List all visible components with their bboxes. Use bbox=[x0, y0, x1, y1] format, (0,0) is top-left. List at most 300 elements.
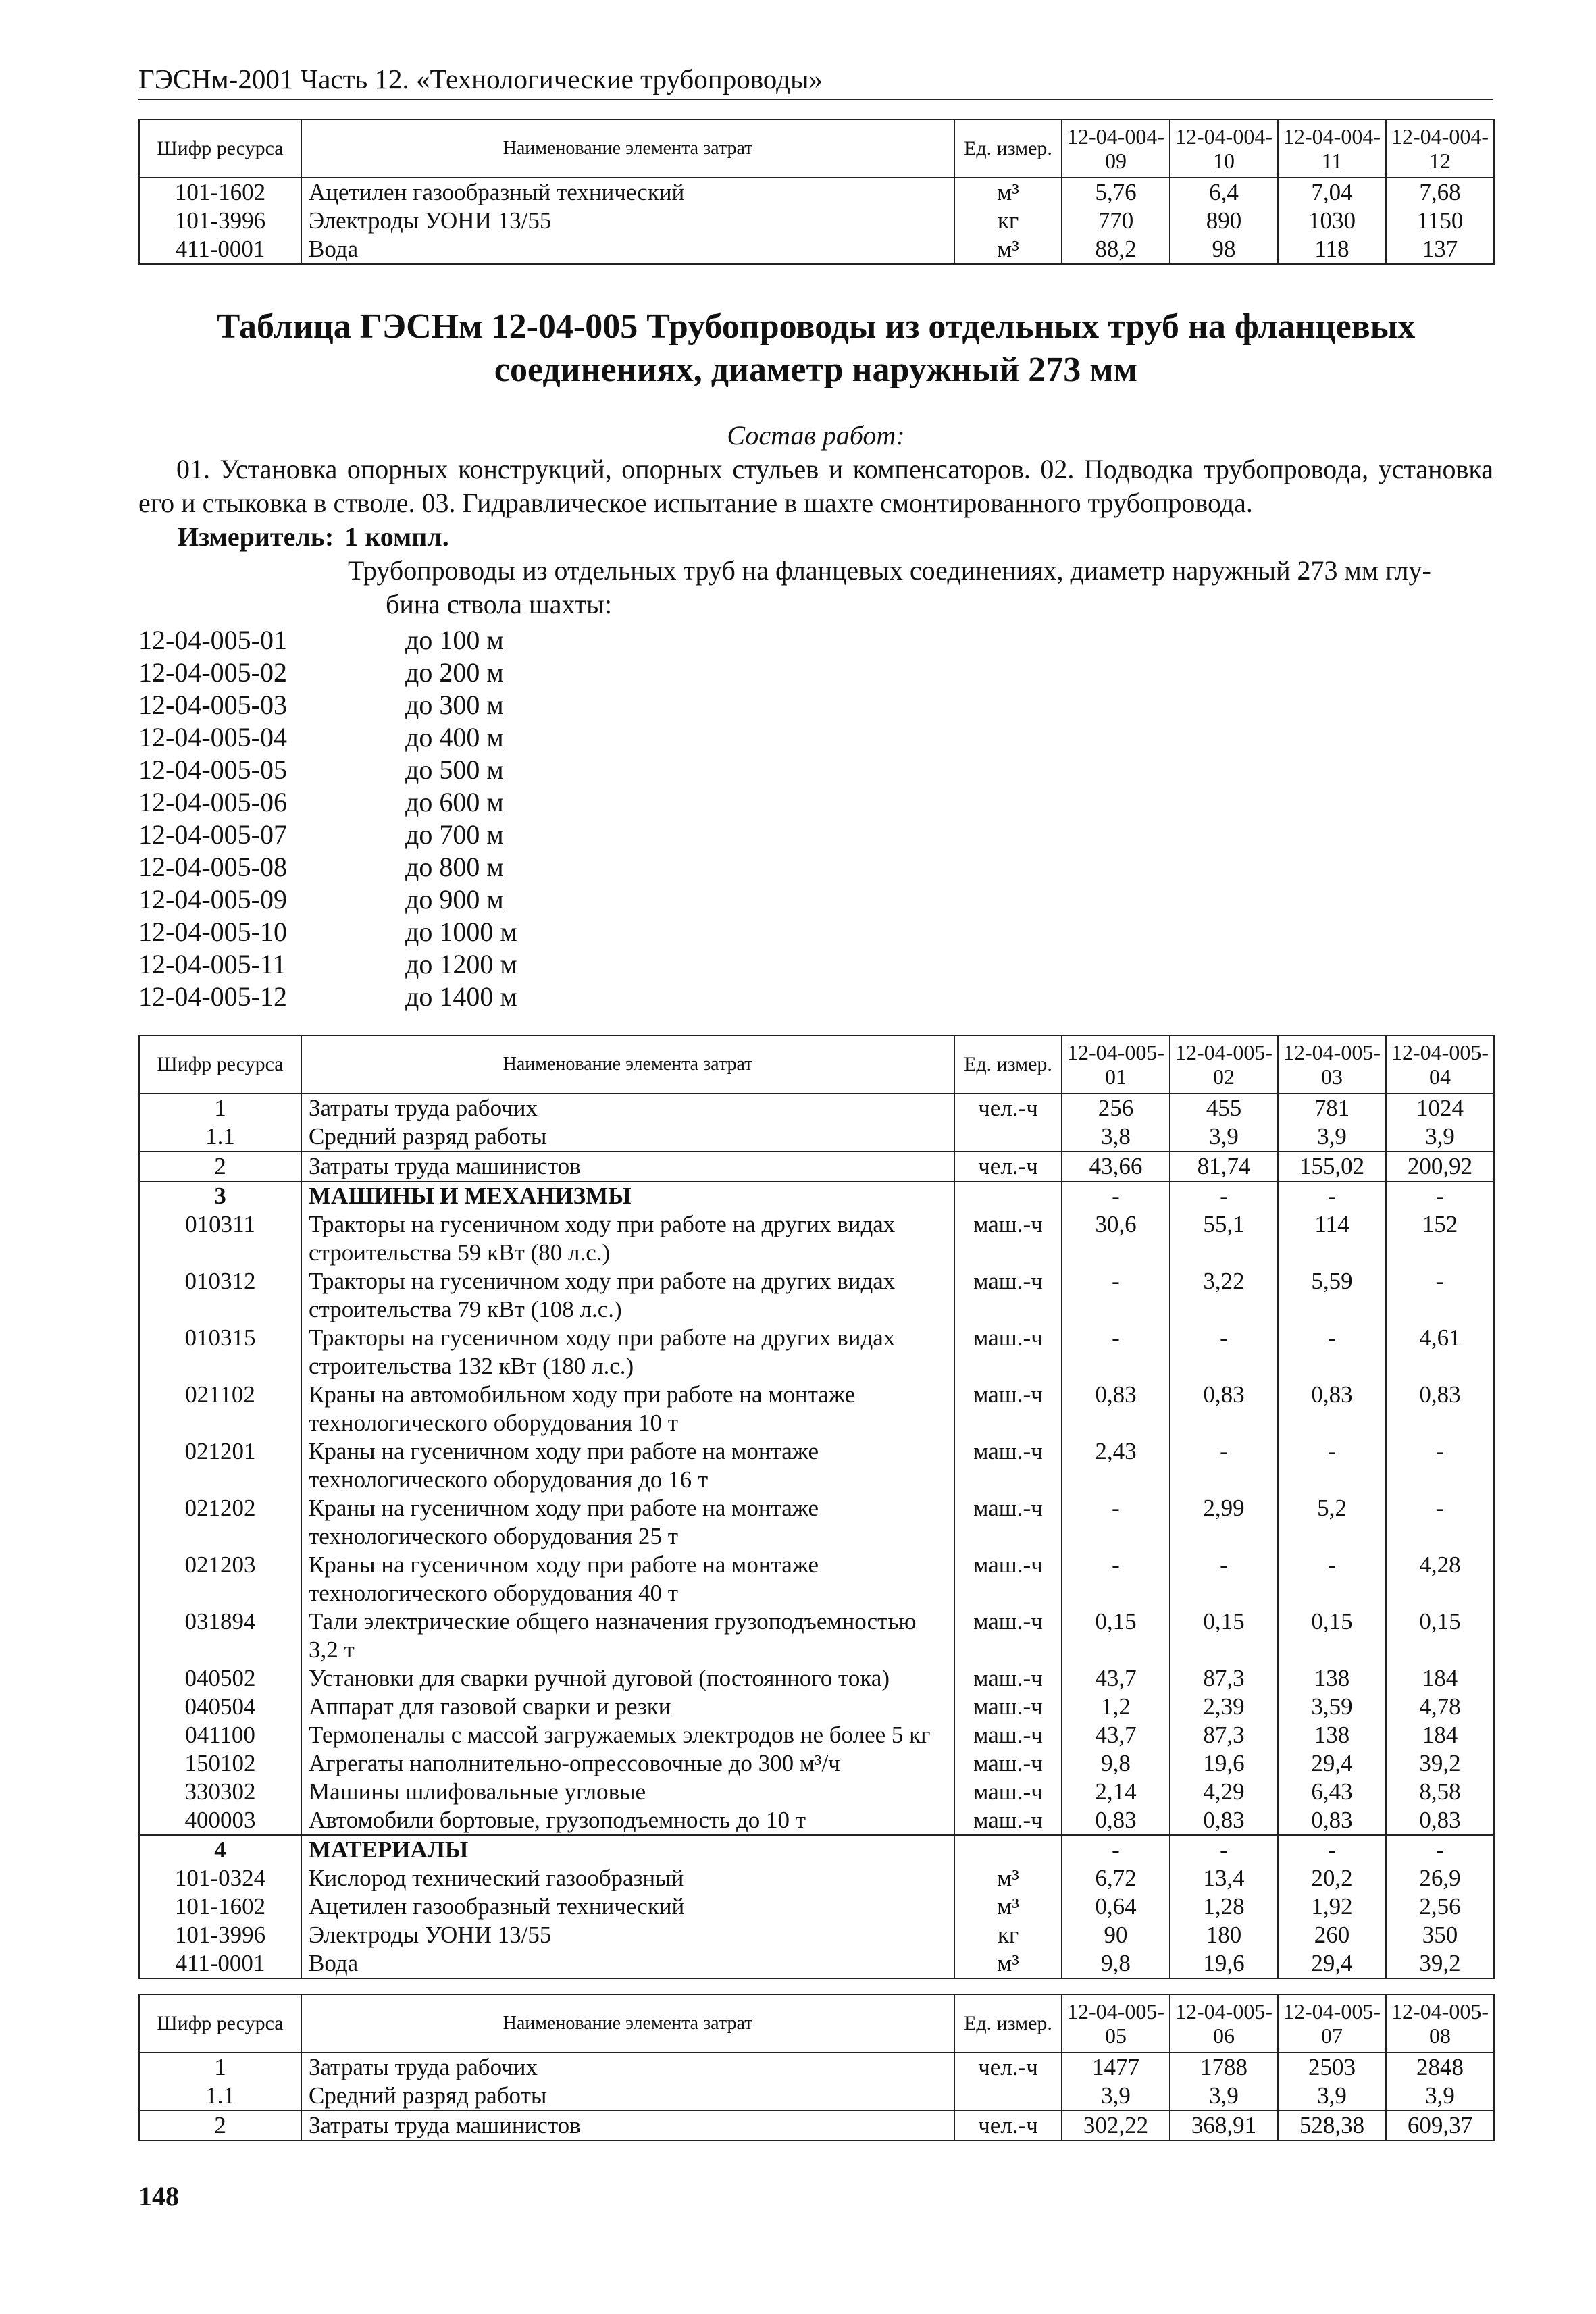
table-row bbox=[139, 1693, 1494, 1721]
table-row bbox=[139, 1778, 1494, 1806]
resource-value: 1150 bbox=[1386, 207, 1494, 235]
resource-value: - bbox=[1062, 1324, 1170, 1381]
header-name: Наименование элемента затрат bbox=[301, 1995, 954, 2053]
resource-name: МАТЕРИАЛЫ bbox=[301, 1835, 954, 1864]
resource-name: Агрегаты наполнительно-опрессовочные до 300 м³/ч bbox=[301, 1749, 954, 1778]
header-column-code: 12-04-005-04 bbox=[1386, 1035, 1494, 1094]
composition-heading: Состав работ: bbox=[727, 420, 905, 451]
resource-value: 1477 bbox=[1062, 2053, 1170, 2082]
resource-code: 411-0001 bbox=[139, 235, 301, 264]
item-depth: до 200 м bbox=[405, 657, 504, 688]
item-code: 12-04-005-12 bbox=[138, 981, 287, 1012]
resource-value: 4,29 bbox=[1170, 1778, 1278, 1806]
resource-unit: м³ bbox=[954, 1864, 1062, 1893]
resource-value: 2,43 bbox=[1062, 1437, 1170, 1494]
resource-value: - bbox=[1062, 1181, 1170, 1210]
resource-value: 26,9 bbox=[1386, 1864, 1494, 1893]
resource-value: 155,02 bbox=[1278, 1152, 1386, 1181]
list-item bbox=[138, 916, 1493, 948]
list-item bbox=[138, 657, 1493, 689]
table-row bbox=[139, 1494, 1494, 1551]
resource-value: 0,83 bbox=[1386, 1806, 1494, 1835]
table-row bbox=[139, 1721, 1494, 1749]
resource-unit: кг bbox=[954, 1921, 1062, 1949]
resource-value: 1,28 bbox=[1170, 1893, 1278, 1921]
resource-name: Вода bbox=[301, 235, 954, 264]
resource-name: Средний разряд работы bbox=[301, 1123, 954, 1152]
resource-value: 0,83 bbox=[1386, 1381, 1494, 1437]
resource-value: 184 bbox=[1386, 1664, 1494, 1693]
list-item bbox=[138, 786, 1493, 819]
resource-name: Аппарат для газовой сварки и резки bbox=[301, 1693, 954, 1721]
resource-value: - bbox=[1278, 1835, 1386, 1864]
table-row bbox=[139, 1324, 1494, 1381]
resource-value: 2,99 bbox=[1170, 1494, 1278, 1551]
resource-value: 114 bbox=[1278, 1210, 1386, 1267]
resource-name: Тракторы на гусеничном ходу при работе на других видах строительства 132 кВт (180 л.с.) bbox=[301, 1324, 954, 1381]
resource-unit: чел.-ч bbox=[954, 2111, 1062, 2140]
running-head: ГЭСНм-2001 Часть 12. «Технологические трубопроводы» bbox=[138, 62, 1493, 100]
resource-code: 040502 bbox=[139, 1664, 301, 1693]
table-row bbox=[139, 1664, 1494, 1693]
resource-value: 30,6 bbox=[1062, 1210, 1170, 1267]
resource-value: 0,83 bbox=[1062, 1381, 1170, 1437]
resource-code: 330302 bbox=[139, 1778, 301, 1806]
resource-code: 101-3996 bbox=[139, 207, 301, 235]
composition-text: 01. Установка опорных конструкций, опорных стульев и компенсаторов. 02. Подводка трубопровода, установка его и стыковка в стволе. 03. Гидравлическое испытание в шахте смонтированного трубопровода. bbox=[138, 454, 1493, 518]
table-row bbox=[139, 1267, 1494, 1324]
resource-value: - bbox=[1062, 1551, 1170, 1608]
resource-value: 0,15 bbox=[1062, 1608, 1170, 1664]
resource-code: 4 bbox=[139, 1835, 301, 1864]
table-row bbox=[139, 1864, 1494, 1893]
resource-unit: чел.-ч bbox=[954, 1152, 1062, 1181]
header-name: Наименование элемента затрат bbox=[301, 1035, 954, 1094]
resource-value: 1788 bbox=[1170, 2053, 1278, 2082]
resource-value: - bbox=[1278, 1551, 1386, 1608]
resource-value: - bbox=[1062, 1494, 1170, 1551]
resource-name: Краны на гусеничном ходу при работе на монтаже технологического оборудования 40 т bbox=[301, 1551, 954, 1608]
list-item bbox=[138, 689, 1493, 721]
resource-value: 8,58 bbox=[1386, 1778, 1494, 1806]
resource-value: 3,59 bbox=[1278, 1693, 1386, 1721]
document-page bbox=[138, 62, 1493, 2141]
resource-value: 3,9 bbox=[1062, 2082, 1170, 2111]
resource-name: Электроды УОНИ 13/55 bbox=[301, 1921, 954, 1949]
resource-value: 137 bbox=[1386, 235, 1494, 264]
table-row bbox=[139, 178, 1494, 207]
header-code: Шифр ресурса bbox=[139, 1035, 301, 1094]
header-column-code: 12-04-005-01 bbox=[1062, 1035, 1170, 1094]
item-depth: до 500 м bbox=[405, 754, 504, 785]
resource-value: 6,4 bbox=[1170, 178, 1278, 207]
intro-line-2: бина ствола шахты: bbox=[386, 589, 612, 619]
item-depth: до 400 м bbox=[405, 722, 504, 752]
resource-value: 368,91 bbox=[1170, 2111, 1278, 2140]
resource-value: 9,8 bbox=[1062, 1949, 1170, 1978]
resource-value: 98 bbox=[1170, 235, 1278, 264]
resource-value: 4,28 bbox=[1386, 1551, 1494, 1608]
resource-value: 0,83 bbox=[1278, 1806, 1386, 1835]
resource-value: 152 bbox=[1386, 1210, 1494, 1267]
resource-code: 021203 bbox=[139, 1551, 301, 1608]
resource-name: Вода bbox=[301, 1949, 954, 1978]
resource-value: 9,8 bbox=[1062, 1749, 1170, 1778]
resource-value: 256 bbox=[1062, 1094, 1170, 1123]
list-item bbox=[138, 883, 1493, 916]
resource-value: 2503 bbox=[1278, 2053, 1386, 2082]
resource-value: - bbox=[1170, 1181, 1278, 1210]
table-row bbox=[139, 1123, 1494, 1152]
resource-value: - bbox=[1062, 1835, 1170, 1864]
resource-value: 4,61 bbox=[1386, 1324, 1494, 1381]
resource-value: 2,39 bbox=[1170, 1693, 1278, 1721]
resource-value: 39,2 bbox=[1386, 1949, 1494, 1978]
resource-name: Краны на гусеничном ходу при работе на монтаже технологического оборудования до 16 т bbox=[301, 1437, 954, 1494]
resource-unit bbox=[954, 1181, 1062, 1210]
resource-value: 1,92 bbox=[1278, 1893, 1386, 1921]
resource-value: 13,4 bbox=[1170, 1864, 1278, 1893]
item-depth: до 900 м bbox=[405, 884, 504, 915]
table-row bbox=[139, 207, 1494, 235]
resource-value: 1030 bbox=[1278, 207, 1386, 235]
measure-unit bbox=[138, 520, 1493, 554]
resource-code: 010312 bbox=[139, 1267, 301, 1324]
resource-code: 040504 bbox=[139, 1693, 301, 1721]
resource-unit bbox=[954, 2082, 1062, 2111]
resource-name: Средний разряд работы bbox=[301, 2082, 954, 2111]
resource-value: 118 bbox=[1278, 235, 1386, 264]
table-row bbox=[139, 1551, 1494, 1608]
table-row bbox=[139, 1921, 1494, 1949]
resource-value: 0,15 bbox=[1170, 1608, 1278, 1664]
resource-unit: м³ bbox=[954, 235, 1062, 264]
resource-value: 3,9 bbox=[1278, 2082, 1386, 2111]
item-code: 12-04-005-10 bbox=[138, 917, 287, 947]
resource-value: 19,6 bbox=[1170, 1949, 1278, 1978]
page-number: 148 bbox=[138, 2181, 179, 2211]
resource-value: 55,1 bbox=[1170, 1210, 1278, 1267]
item-code: 12-04-005-08 bbox=[138, 852, 287, 882]
resource-name: Затраты труда рабочих bbox=[301, 1094, 954, 1123]
intro-line-1: Трубопроводы из отдельных труб на фланцевых соединениях, диаметр наружный 273 мм глу- bbox=[348, 555, 1431, 586]
resource-value: 0,83 bbox=[1170, 1381, 1278, 1437]
work-composition bbox=[138, 419, 1493, 520]
item-code: 12-04-005-01 bbox=[138, 625, 287, 655]
resource-code: 2 bbox=[139, 1152, 301, 1181]
item-depth: до 100 м bbox=[405, 625, 504, 655]
header-column-code: 12-04-005-02 bbox=[1170, 1035, 1278, 1094]
resource-unit: чел.-ч bbox=[954, 1094, 1062, 1123]
item-code: 12-04-005-11 bbox=[138, 949, 286, 979]
resource-code: 010315 bbox=[139, 1324, 301, 1381]
header-column-code: 12-04-005-03 bbox=[1278, 1035, 1386, 1094]
item-code: 12-04-005-02 bbox=[138, 657, 287, 688]
resource-unit: м³ bbox=[954, 1893, 1062, 1921]
item-depth: до 600 м bbox=[405, 787, 504, 817]
resource-value: 87,3 bbox=[1170, 1664, 1278, 1693]
header-code: Шифр ресурса bbox=[139, 120, 301, 178]
header-column-code: 12-04-005-08 bbox=[1386, 1995, 1494, 2053]
resource-value: - bbox=[1170, 1551, 1278, 1608]
resource-value: 43,7 bbox=[1062, 1664, 1170, 1693]
resource-value: 4,78 bbox=[1386, 1693, 1494, 1721]
resource-value: 3,8 bbox=[1062, 1123, 1170, 1152]
resource-unit: маш.-ч bbox=[954, 1494, 1062, 1551]
resource-code: 041100 bbox=[139, 1721, 301, 1749]
resource-value: 7,04 bbox=[1278, 178, 1386, 207]
resource-value: - bbox=[1170, 1437, 1278, 1494]
resource-value: 3,22 bbox=[1170, 1267, 1278, 1324]
table-row bbox=[139, 2053, 1494, 2082]
resource-value: 0,64 bbox=[1062, 1893, 1170, 1921]
resource-value: 29,4 bbox=[1278, 1749, 1386, 1778]
resource-value: 138 bbox=[1278, 1664, 1386, 1693]
item-code: 12-04-005-05 bbox=[138, 754, 287, 785]
header-name: Наименование элемента затрат bbox=[301, 120, 954, 178]
list-item bbox=[138, 819, 1493, 851]
resource-value: 5,2 bbox=[1278, 1494, 1386, 1551]
table-header-row bbox=[139, 1035, 1494, 1094]
resource-value: 350 bbox=[1386, 1921, 1494, 1949]
resource-value: 6,43 bbox=[1278, 1778, 1386, 1806]
resource-value: 2848 bbox=[1386, 2053, 1494, 2082]
resource-unit: маш.-ч bbox=[954, 1693, 1062, 1721]
resource-value: 138 bbox=[1278, 1721, 1386, 1749]
item-depth: до 700 м bbox=[405, 819, 504, 850]
resource-value: - bbox=[1278, 1181, 1386, 1210]
resource-name: Электроды УОНИ 13/55 bbox=[301, 207, 954, 235]
resource-value: 609,37 bbox=[1386, 2111, 1494, 2140]
resource-value: - bbox=[1386, 1494, 1494, 1551]
table-row bbox=[139, 1094, 1494, 1123]
list-item bbox=[138, 981, 1493, 1013]
resource-value: - bbox=[1386, 1181, 1494, 1210]
resource-value: - bbox=[1170, 1835, 1278, 1864]
resource-unit: маш.-ч bbox=[954, 1664, 1062, 1693]
resource-value: 302,22 bbox=[1062, 2111, 1170, 2140]
list-item bbox=[138, 851, 1493, 883]
resource-unit: маш.-ч bbox=[954, 1806, 1062, 1835]
resource-value: 87,3 bbox=[1170, 1721, 1278, 1749]
resource-value: 0,83 bbox=[1278, 1381, 1386, 1437]
list-item bbox=[138, 754, 1493, 786]
resource-name: Краны на автомобильном ходу при работе на монтаже технологического оборудования 10 т bbox=[301, 1381, 954, 1437]
item-code: 12-04-005-07 bbox=[138, 819, 287, 850]
table-row bbox=[139, 1210, 1494, 1267]
item-depth: до 300 м bbox=[405, 690, 504, 720]
resource-code: 150102 bbox=[139, 1749, 301, 1778]
resource-value: 2,14 bbox=[1062, 1778, 1170, 1806]
table-row bbox=[139, 1181, 1494, 1210]
resource-value: - bbox=[1278, 1324, 1386, 1381]
header-code: Шифр ресурса bbox=[139, 1995, 301, 2053]
resource-unit: маш.-ч bbox=[954, 1210, 1062, 1267]
resource-value: 260 bbox=[1278, 1921, 1386, 1949]
resource-value: 180 bbox=[1170, 1921, 1278, 1949]
header-unit: Ед. измер. bbox=[954, 120, 1062, 178]
resource-value: 3,9 bbox=[1386, 2082, 1494, 2111]
resource-table-main bbox=[138, 1035, 1495, 1979]
resource-name: Кислород технический газообразный bbox=[301, 1864, 954, 1893]
header-unit: Ед. измер. bbox=[954, 1035, 1062, 1094]
resource-value: 29,4 bbox=[1278, 1949, 1386, 1978]
item-depth: до 1400 м bbox=[405, 981, 517, 1012]
table-row bbox=[139, 1381, 1494, 1437]
resource-code: 021201 bbox=[139, 1437, 301, 1494]
resource-code: 101-3996 bbox=[139, 1921, 301, 1949]
header-column-code: 12-04-005-07 bbox=[1278, 1995, 1386, 2053]
resource-value: 3,9 bbox=[1170, 2082, 1278, 2111]
resource-name: Тракторы на гусеничном ходу при работе на других видах строительства 59 кВт (80 л.с.) bbox=[301, 1210, 954, 1267]
resource-value: 6,72 bbox=[1062, 1864, 1170, 1893]
resource-name: Затраты труда машинистов bbox=[301, 1152, 954, 1181]
resource-unit: маш.-ч bbox=[954, 1749, 1062, 1778]
resource-name: Тали электрические общего назначения грузоподъемностью 3,2 т bbox=[301, 1608, 954, 1664]
header-column-code: 12-04-004-10 bbox=[1170, 120, 1278, 178]
resource-name: Автомобили бортовые, грузоподъемность до 10 т bbox=[301, 1806, 954, 1835]
item-depth: до 1200 м bbox=[405, 949, 517, 979]
table-row bbox=[139, 1152, 1494, 1181]
resource-name: Установки для сварки ручной дуговой (постоянного тока) bbox=[301, 1664, 954, 1693]
table-title: Таблица ГЭСНм 12-04-005 Трубопроводы из отдельных труб на фланцевых соединениях, диаметр наружный 273 мм bbox=[216, 307, 1416, 389]
resource-code: 1 bbox=[139, 2053, 301, 2082]
resource-name: Краны на гусеничном ходу при работе на монтаже технологического оборудования 25 т bbox=[301, 1494, 954, 1551]
resource-code: 101-1602 bbox=[139, 1893, 301, 1921]
resource-value: 88,2 bbox=[1062, 235, 1170, 264]
header-column-code: 12-04-004-09 bbox=[1062, 120, 1170, 178]
table-row bbox=[139, 1608, 1494, 1664]
resource-table-bottom bbox=[138, 1994, 1495, 2141]
resource-name: Ацетилен газообразный технический bbox=[301, 178, 954, 207]
resource-unit: маш.-ч bbox=[954, 1608, 1062, 1664]
resource-code: 2 bbox=[139, 2111, 301, 2140]
resource-unit: маш.-ч bbox=[954, 1324, 1062, 1381]
items-intro bbox=[138, 554, 1493, 621]
resource-value: - bbox=[1386, 1437, 1494, 1494]
resource-name: МАШИНЫ И МЕХАНИЗМЫ bbox=[301, 1181, 954, 1210]
table-row bbox=[139, 1893, 1494, 1921]
resource-value: 0,83 bbox=[1062, 1806, 1170, 1835]
resource-value: 770 bbox=[1062, 207, 1170, 235]
resource-value: 1024 bbox=[1386, 1094, 1494, 1123]
list-item bbox=[138, 948, 1493, 981]
resource-unit bbox=[954, 1123, 1062, 1152]
resource-value: 528,38 bbox=[1278, 2111, 1386, 2140]
resource-unit: маш.-ч bbox=[954, 1778, 1062, 1806]
table-row bbox=[139, 1749, 1494, 1778]
list-item bbox=[138, 721, 1493, 754]
resource-value: - bbox=[1386, 1267, 1494, 1324]
resource-value: - bbox=[1278, 1437, 1386, 1494]
table-header-row bbox=[139, 120, 1494, 178]
header-column-code: 12-04-005-06 bbox=[1170, 1995, 1278, 2053]
table-row bbox=[139, 235, 1494, 264]
resource-code: 1.1 bbox=[139, 1123, 301, 1152]
item-code: 12-04-005-04 bbox=[138, 722, 287, 752]
resource-code: 101-1602 bbox=[139, 178, 301, 207]
resource-value: 39,2 bbox=[1386, 1749, 1494, 1778]
header-column-code: 12-04-004-12 bbox=[1386, 120, 1494, 178]
measure-label: Измеритель: bbox=[178, 521, 334, 552]
resource-value: 5,59 bbox=[1278, 1267, 1386, 1324]
resource-name: Машины шлифовальные угловые bbox=[301, 1778, 954, 1806]
item-depth: до 800 м bbox=[405, 852, 504, 882]
resource-value: 19,6 bbox=[1170, 1749, 1278, 1778]
resource-name: Затраты труда рабочих bbox=[301, 2053, 954, 2082]
measure-value: 1 компл. bbox=[344, 521, 449, 552]
resource-code: 411-0001 bbox=[139, 1949, 301, 1978]
resource-name: Затраты труда машинистов bbox=[301, 2111, 954, 2140]
resource-unit bbox=[954, 1835, 1062, 1864]
resource-code: 1 bbox=[139, 1094, 301, 1123]
resource-value: 2,56 bbox=[1386, 1893, 1494, 1921]
resource-value: 184 bbox=[1386, 1721, 1494, 1749]
table-header-row bbox=[139, 1995, 1494, 2053]
resource-value: 43,66 bbox=[1062, 1152, 1170, 1181]
resource-name: Тракторы на гусеничном ходу при работе на других видах строительства 79 кВт (108 л.с.) bbox=[301, 1267, 954, 1324]
resource-value: 890 bbox=[1170, 207, 1278, 235]
resource-value: 3,9 bbox=[1386, 1123, 1494, 1152]
resource-value: 455 bbox=[1170, 1094, 1278, 1123]
resource-value: - bbox=[1386, 1835, 1494, 1864]
resource-unit: маш.-ч bbox=[954, 1551, 1062, 1608]
resource-code: 1.1 bbox=[139, 2082, 301, 2111]
header-column-code: 12-04-005-05 bbox=[1062, 1995, 1170, 2053]
resource-name: Термопеналы с массой загружаемых электродов не более 5 кг bbox=[301, 1721, 954, 1749]
resource-unit: маш.-ч bbox=[954, 1721, 1062, 1749]
resource-value: - bbox=[1062, 1267, 1170, 1324]
table-row bbox=[139, 1949, 1494, 1978]
resource-name: Ацетилен газообразный технический bbox=[301, 1893, 954, 1921]
resource-unit: чел.-ч bbox=[954, 2053, 1062, 2082]
resource-value: 1,2 bbox=[1062, 1693, 1170, 1721]
resource-value: 3,9 bbox=[1278, 1123, 1386, 1152]
resource-code: 400003 bbox=[139, 1806, 301, 1835]
resource-unit: маш.-ч bbox=[954, 1381, 1062, 1437]
list-item bbox=[138, 624, 1493, 657]
resource-unit: маш.-ч bbox=[954, 1267, 1062, 1324]
resource-value: 3,9 bbox=[1170, 1123, 1278, 1152]
resource-code: 021102 bbox=[139, 1381, 301, 1437]
resource-value: 0,15 bbox=[1386, 1608, 1494, 1664]
resource-value: - bbox=[1170, 1324, 1278, 1381]
resource-code: 031894 bbox=[139, 1608, 301, 1664]
table-row bbox=[139, 1437, 1494, 1494]
resource-value: 90 bbox=[1062, 1921, 1170, 1949]
resource-value: 200,92 bbox=[1386, 1152, 1494, 1181]
item-list bbox=[138, 624, 1493, 1013]
resource-table-top bbox=[138, 119, 1495, 265]
resource-value: 781 bbox=[1278, 1094, 1386, 1123]
resource-unit: м³ bbox=[954, 1949, 1062, 1978]
resource-code: 3 bbox=[139, 1181, 301, 1210]
resource-unit: кг bbox=[954, 207, 1062, 235]
table-row bbox=[139, 2111, 1494, 2140]
resource-value: 5,76 bbox=[1062, 178, 1170, 207]
header-column-code: 12-04-004-11 bbox=[1278, 120, 1386, 178]
table-row bbox=[139, 1806, 1494, 1835]
table-row bbox=[139, 1835, 1494, 1864]
table-row bbox=[139, 2082, 1494, 2111]
resource-unit: маш.-ч bbox=[954, 1437, 1062, 1494]
resource-value: 43,7 bbox=[1062, 1721, 1170, 1749]
item-depth: до 1000 м bbox=[405, 917, 517, 947]
resource-code: 021202 bbox=[139, 1494, 301, 1551]
item-code: 12-04-005-03 bbox=[138, 690, 287, 720]
resource-value: 0,15 bbox=[1278, 1608, 1386, 1664]
resource-code: 101-0324 bbox=[139, 1864, 301, 1893]
